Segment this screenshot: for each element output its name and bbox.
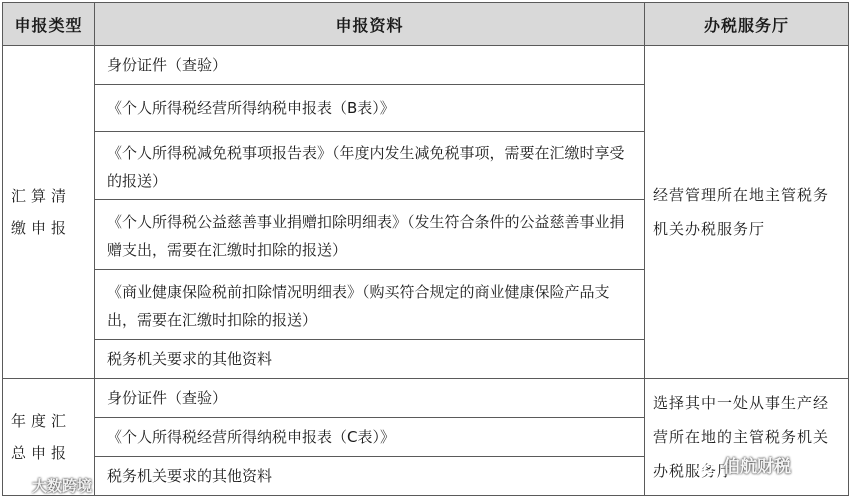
- table-row: [3, 46, 849, 85]
- table-header-row: [3, 3, 849, 46]
- material-item: 《个人所得税经营所得纳税申报表（C表）》: [95, 418, 645, 457]
- filing-type-annual-summary: 年度汇总申报: [3, 379, 95, 496]
- material-item: 税务机关要求的其他资料: [95, 457, 645, 496]
- watermark-right-text: 伯航财税: [723, 457, 791, 477]
- material-item: 税务机关要求的其他资料: [95, 340, 645, 379]
- watermark-right: [695, 452, 791, 477]
- material-item: 《商业健康保险税前扣除情况明细表》（购买符合规定的商业健康保险产品支出，需要在汇缴时扣除的报送）: [95, 270, 645, 340]
- chat-bubble-icon: [695, 458, 719, 476]
- tax-hall-annual-settlement: 经营管理所在地主管税务机关办税服务厅: [645, 46, 849, 379]
- tax-hall-annual-summary: 选择其中一处从事生产经营所在地的主管税务机关办税服务厅: [645, 379, 849, 496]
- material-item: 身份证件（查验）: [95, 379, 645, 418]
- material-item: 《个人所得税经营所得纳税申报表（B表）》: [95, 85, 645, 132]
- table-row: [3, 379, 849, 418]
- material-item: 《个人所得税减免税事项报告表》（年度内发生减免税事项，需要在汇缴时享受的报送）: [95, 132, 645, 200]
- header-tax-hall: 办税服务厅: [645, 3, 849, 46]
- material-item: 身份证件（查验）: [95, 46, 645, 85]
- watermark-left: [4, 475, 92, 496]
- header-materials: 申报资料: [95, 3, 645, 46]
- header-filing-type: 申报类型: [3, 3, 95, 46]
- chat-bubble-icon: [4, 478, 28, 496]
- tax-filing-table: [2, 2, 849, 496]
- filing-type-annual-settlement: 汇算清缴申报: [3, 46, 95, 379]
- watermark-left-text: 大数跨境: [32, 477, 93, 495]
- material-item: 《个人所得税公益慈善事业捐赠扣除明细表》（发生符合条件的公益慈善事业捐赠支出，需要在汇缴时扣除的报送）: [95, 200, 645, 270]
